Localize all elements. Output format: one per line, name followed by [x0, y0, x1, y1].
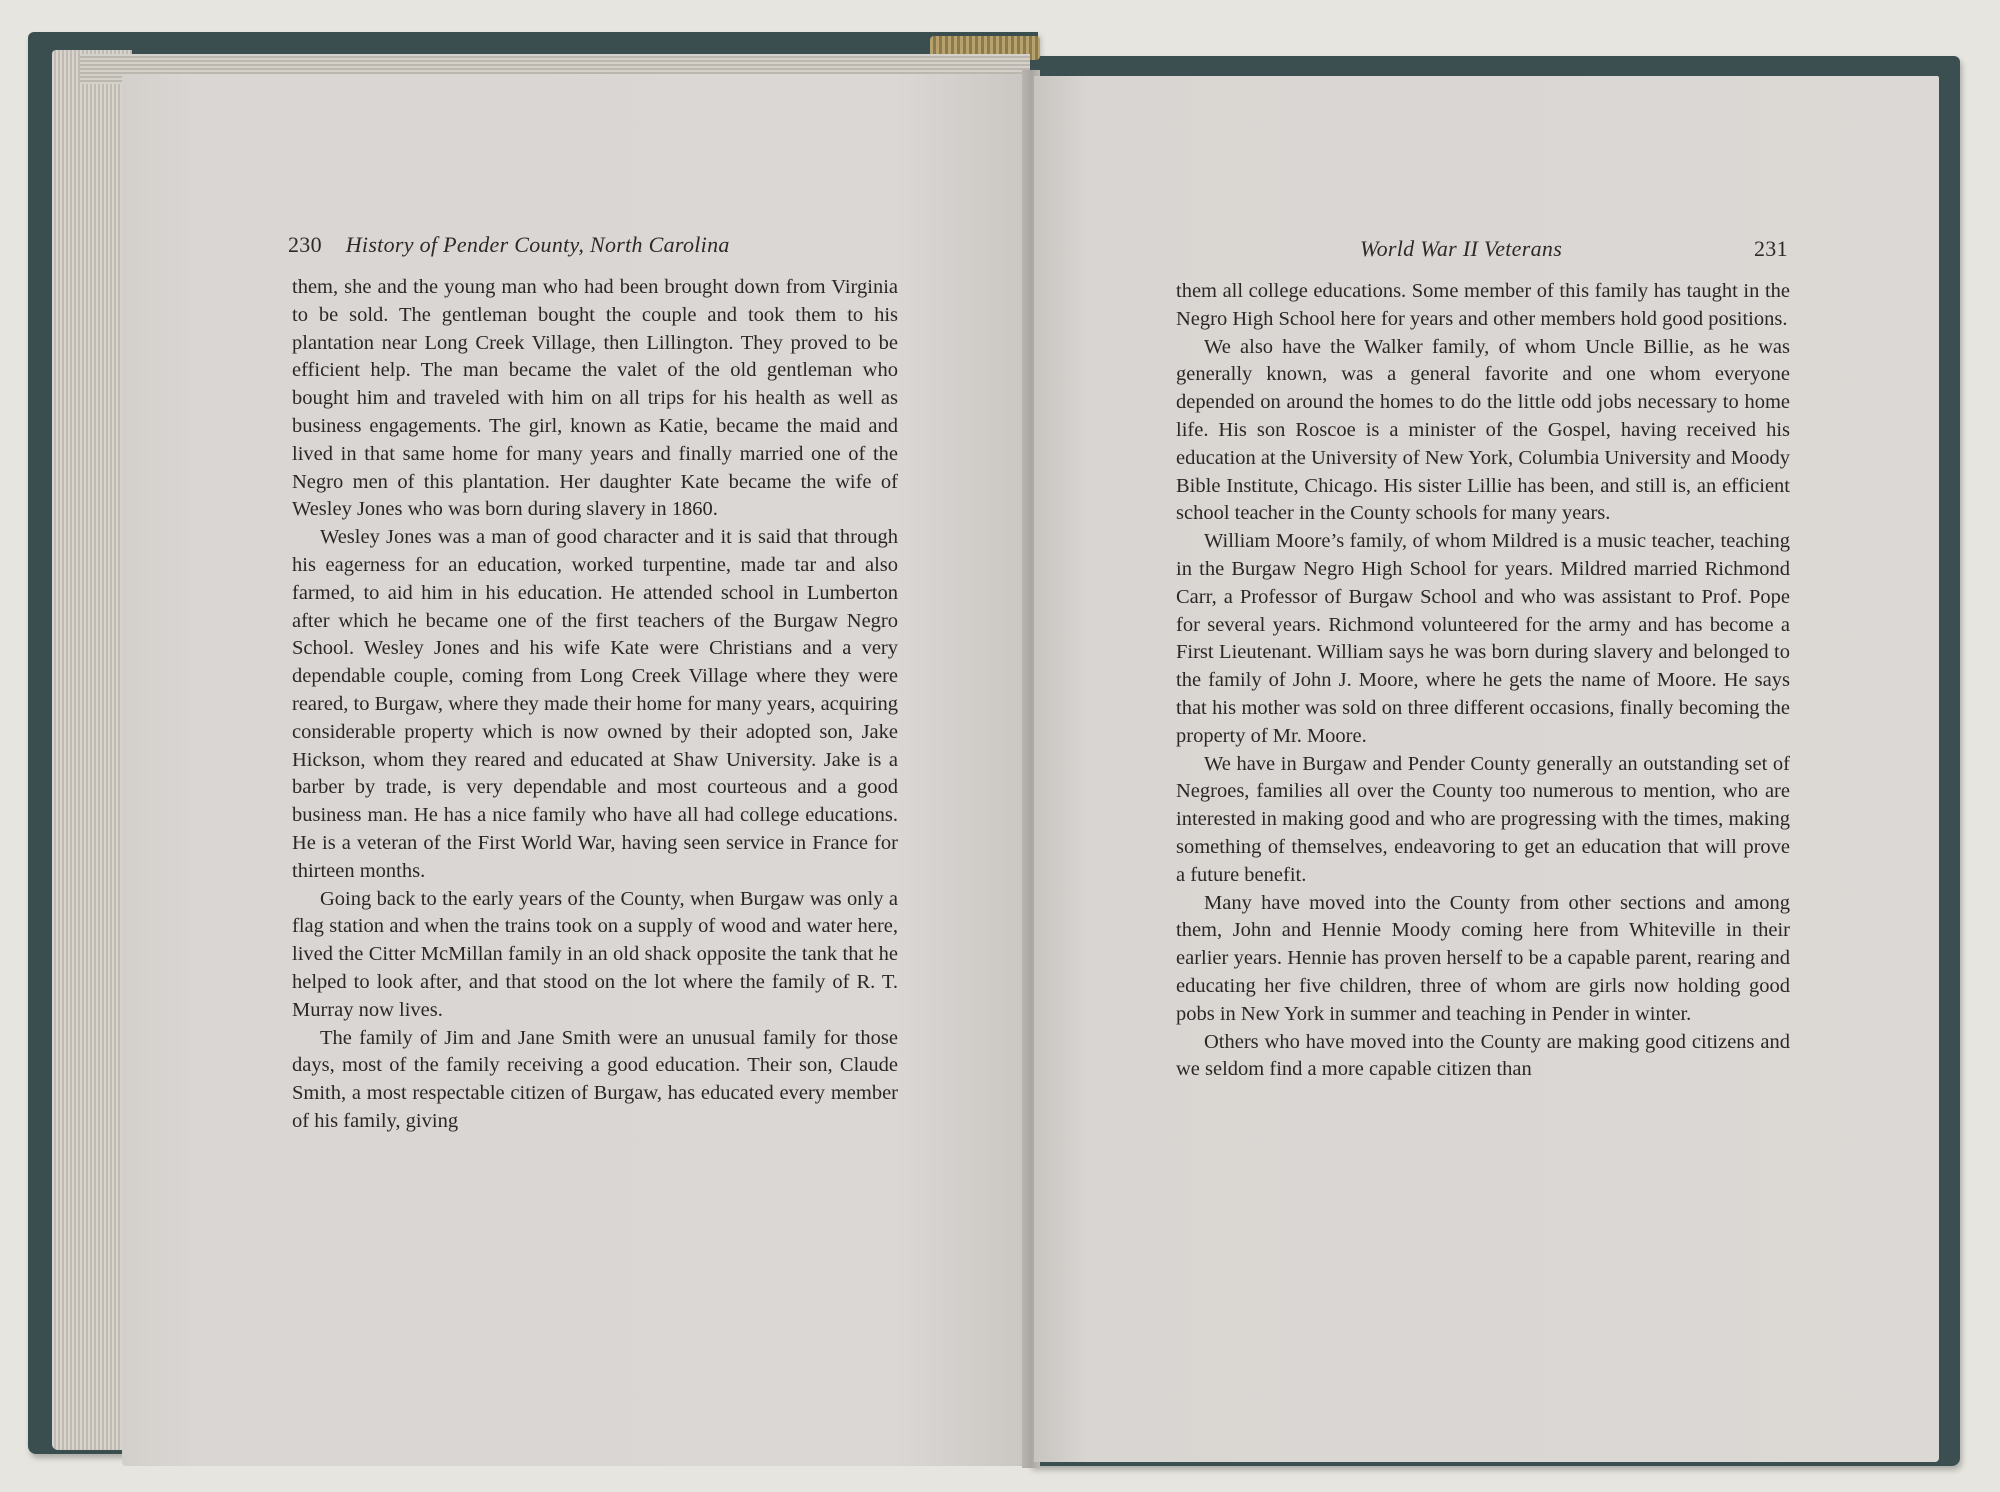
paragraph: them all college educations. Some member of this family has taught in the Negro High School here for years and other members hold good positions. [1176, 280, 1790, 330]
left-text-block [292, 274, 898, 1136]
paragraph: Others who have moved into the County are making good citizens and we seldom find a more capable citizen than [1176, 1030, 1790, 1081]
right-running-title-wrap [1360, 236, 1562, 262]
left-running-head [288, 232, 730, 258]
paragraph: William Moore’s family, of whom Mildred is a music teacher, teaching in the Burgaw Negro High School for years. Mildred married Richmond Carr, a Professor of Burgaw School and who was assistant to Prof. Pope for several years. Richmond volunteered for the army and has become a First Lieutenant. William says he was born during slavery and belonged to the family of John J. Moore, where he gets the name of Moore. He says that his mother was sold on three different occasions, finally becoming the property of Mr. Moore. [1176, 530, 1790, 747]
paragraph: Many have moved into the County from other sections and among them, John and Hennie Moody coming here from Whiteville in their earlier years. Hennie has proven herself to be a capable parent, rearing and educating her five children, three of whom are girls now holding good pobs in New York in summer and teaching in Pender in winter. [1176, 891, 1790, 1025]
paragraph: The family of Jim and Jane Smith were an unusual family for those days, most of the family receiving a good education. Their son, Claude Smith, a most respectable citizen of Burgaw, has educated every member of his family, giving [292, 1026, 898, 1132]
right-running-title: World War II Veterans [1360, 236, 1563, 261]
paragraph: We also have the Walker family, of whom Uncle Billie, as he was generally known, was a general favorite and one whom everyone depended on around the homes to do the little odd jobs necessary to home life. His son Roscoe is a minister of the Gospel, having received his education at the University of New York, Columbia University and Moody Bible Institute, Chicago. His sister Lillie has been, and still is, an efficient school teacher in the County schools for many years. [1176, 335, 1790, 525]
paragraph: Wesley Jones was a man of good character and it is said that through his eagerness for an education, worked turpentine, made tar and also farmed, to aid him in his education. He attended school in Lumberton after which he became one of the first teachers of the Burgaw Negro School. Wesley Jones and his wife Kate were Christians and a very dependable couple, coming from Long Creek Village where they were reared, to Burgaw, where they made their home for many years, acquiring considerable property which is now owned by their adopted son, Jake Hickson, whom they reared and educated at Shaw University. Jake is a barber by trade, is very dependable and most courteous and a good business man. He has a nice family who have all had college educations. He is a veteran of the First World War, having seen service in France for thirteen months. [292, 526, 898, 882]
paragraph: them, she and the young man who had been brought down from Virginia to be sold. The gentleman bought the couple and took them to his plantation near Long Creek Village, then Lillington. They proved to be efficient help. The man became the valet of the old gentleman who bought him and traveled with him on all trips for his health as well as business engagements. The girl, known as Katie, became the maid and lived in that same home for many years and finally married one of the Negro men of this plantation. Her daughter Kate became the wife of Wesley Jones who was born during slavery in 1860. [292, 276, 898, 521]
paragraph: Going back to the early years of the County, when Burgaw was only a flag station and when the trains took on a supply of wood and water here, lived the Citter McMillan family in an old shack opposite the tank that he helped to look after, and that stood on the lot where the family of R. T. Murray now lives. [292, 887, 898, 1021]
right-page-number-wrap [1754, 236, 1788, 262]
left-running-title: History of Pender County, North Carolina [345, 232, 730, 257]
right-page-number: 231 [1754, 236, 1788, 261]
page-edges-left [52, 50, 132, 1450]
left-page-number: 230 [288, 232, 322, 257]
right-text-block [1176, 278, 1790, 1084]
right-page [1034, 76, 1939, 1462]
paragraph: We have in Burgaw and Pender County generally an outstanding set of Negroes, families all over the County too numerous to mention, who are interested in making good and who are progressing with the times, making something of themselves, endeavoring to get an education that will prove a future benefit. [1176, 752, 1790, 886]
left-page [122, 74, 1034, 1466]
